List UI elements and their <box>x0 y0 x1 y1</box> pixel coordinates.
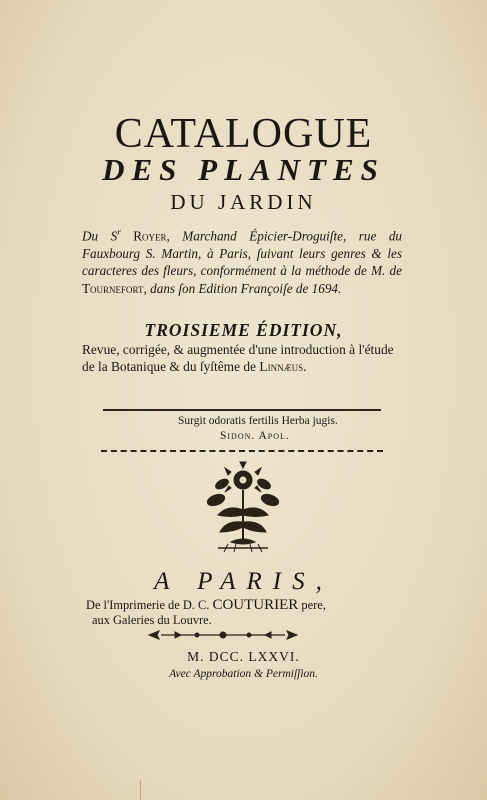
revue-text: Revue, corrigée, & augmentée d'une introduction à l'étude de la Botanique & du ſyſtême de <box>82 342 394 374</box>
decorative-rule-icon <box>147 629 299 641</box>
imprint-printer: COUTURIER <box>212 597 299 613</box>
top-rule <box>103 409 381 411</box>
author-tournefort: Tournefort <box>82 280 144 296</box>
bottom-rule <box>101 450 383 452</box>
epigraph <box>178 414 338 444</box>
imprint-line-1-a: De l'Imprimerie de D. C. <box>86 598 213 612</box>
privilege-line: Avec Approbation & Permiſſion. <box>169 668 318 680</box>
floral-vignette-icon <box>198 460 288 555</box>
description-rest-1: , Marchand Épicier-Droguiſte, rue du Fauxbourg S. Martin, à Paris, ſuivant leurs genres & les caracteres des fleurs, conformément à la méthode de M. de <box>82 228 403 279</box>
publication-date: M. DCC. LXXVI. <box>187 649 300 664</box>
epigraph-line-1: Surgit odoratis fertilis Herba jugis. <box>178 415 338 427</box>
edition-heading: TROISIEME ÉDITION, <box>144 320 343 340</box>
description-paragraph <box>82 224 402 297</box>
author-royer: Royer <box>133 228 167 244</box>
title-du-jardin: DU JARDIN <box>170 190 317 214</box>
epigraph-line-2: Sidon. Apol. <box>220 430 290 442</box>
paper-edge-mark <box>140 780 141 800</box>
description-prefix: Du S <box>82 228 118 244</box>
revue-end: . <box>303 358 307 374</box>
description-rest-2: , dans ſon Edition Françoiſe de 1694. <box>143 280 342 296</box>
revue-paragraph <box>82 342 402 375</box>
title-catalogue: CATALOGUE <box>114 111 373 157</box>
revue-linnaeus: Linnæus <box>259 358 304 374</box>
imprint-city: A PARIS, <box>154 568 333 595</box>
imprint-line-1 <box>86 598 406 613</box>
imprint-lines <box>86 598 406 628</box>
imprint-line-2: aux Galeries du Louvre. <box>92 613 212 627</box>
title-des-plantes: DES PLANTES <box>102 152 385 187</box>
imprint-line-1-b: pere, <box>298 598 326 612</box>
description-superscript: r <box>117 227 121 237</box>
